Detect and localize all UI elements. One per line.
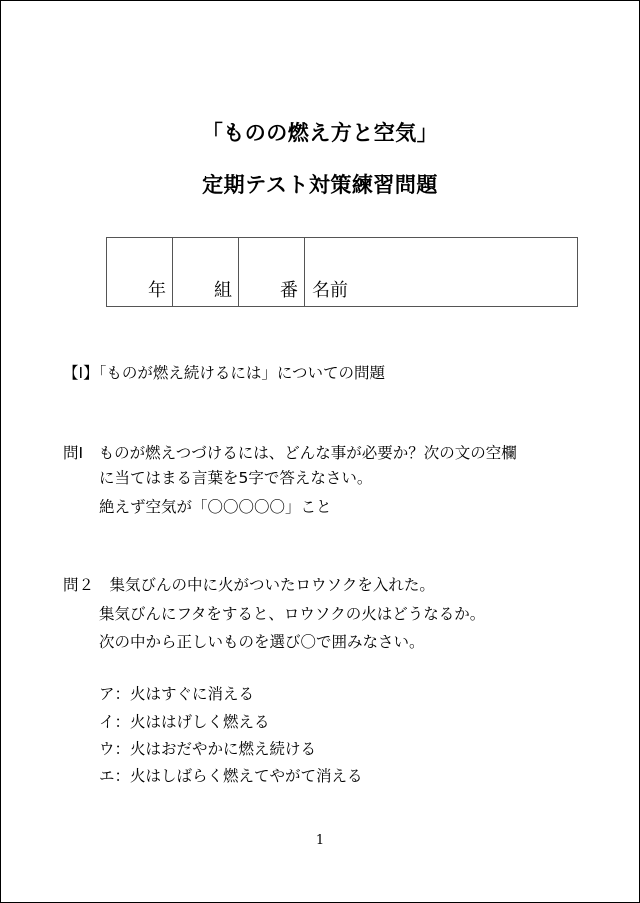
question1-answer-sentence[interactable]: 絶えず空気が「〇〇〇〇〇」こと xyxy=(99,498,332,516)
question1-text-continued: に当てはまる言葉を5字で答えなさい。 xyxy=(99,469,373,487)
question1-text: 問Ⅰ ものが燃えつづけるには、どんな事が必要か？次の文の空欄 xyxy=(63,444,517,462)
question2-text: 問２ 集気びんの中に火がついたロウソクを入れた。 xyxy=(63,576,435,594)
grade-label: 年 xyxy=(148,280,166,301)
number-field[interactable] xyxy=(239,238,305,306)
choice-i[interactable]: イ：火ははげしく燃える xyxy=(99,713,270,731)
class-field[interactable] xyxy=(173,238,239,306)
choice-u[interactable]: ウ：火はおだやかに燃え続ける xyxy=(99,740,317,758)
question2-instruction: 次の中から正しいものを選び〇で囲みなさい。 xyxy=(99,633,425,651)
worksheet-title: 「ものの燃え方と空気」 xyxy=(201,121,439,145)
number-label: 番 xyxy=(280,280,298,301)
question2-text-continued: 集気びんにフタをすると、ロウソクの火はどうなるか。 xyxy=(99,605,486,623)
choice-e[interactable]: エ：火はしばらく燃えてやがて消える xyxy=(99,767,363,785)
grade-field[interactable] xyxy=(107,238,173,306)
student-info-box xyxy=(106,237,578,307)
worksheet-subtitle: 定期テスト対策練習問題 xyxy=(202,173,438,197)
section-heading: 【Ⅰ】「ものが燃え続けるには」についての問題 xyxy=(63,364,386,382)
name-label: 名前 xyxy=(312,280,348,301)
class-label: 組 xyxy=(214,280,232,301)
name-field[interactable] xyxy=(305,238,577,306)
page-number: 1 xyxy=(315,833,325,848)
choice-a[interactable]: ア：火はすぐに消える xyxy=(99,685,255,703)
